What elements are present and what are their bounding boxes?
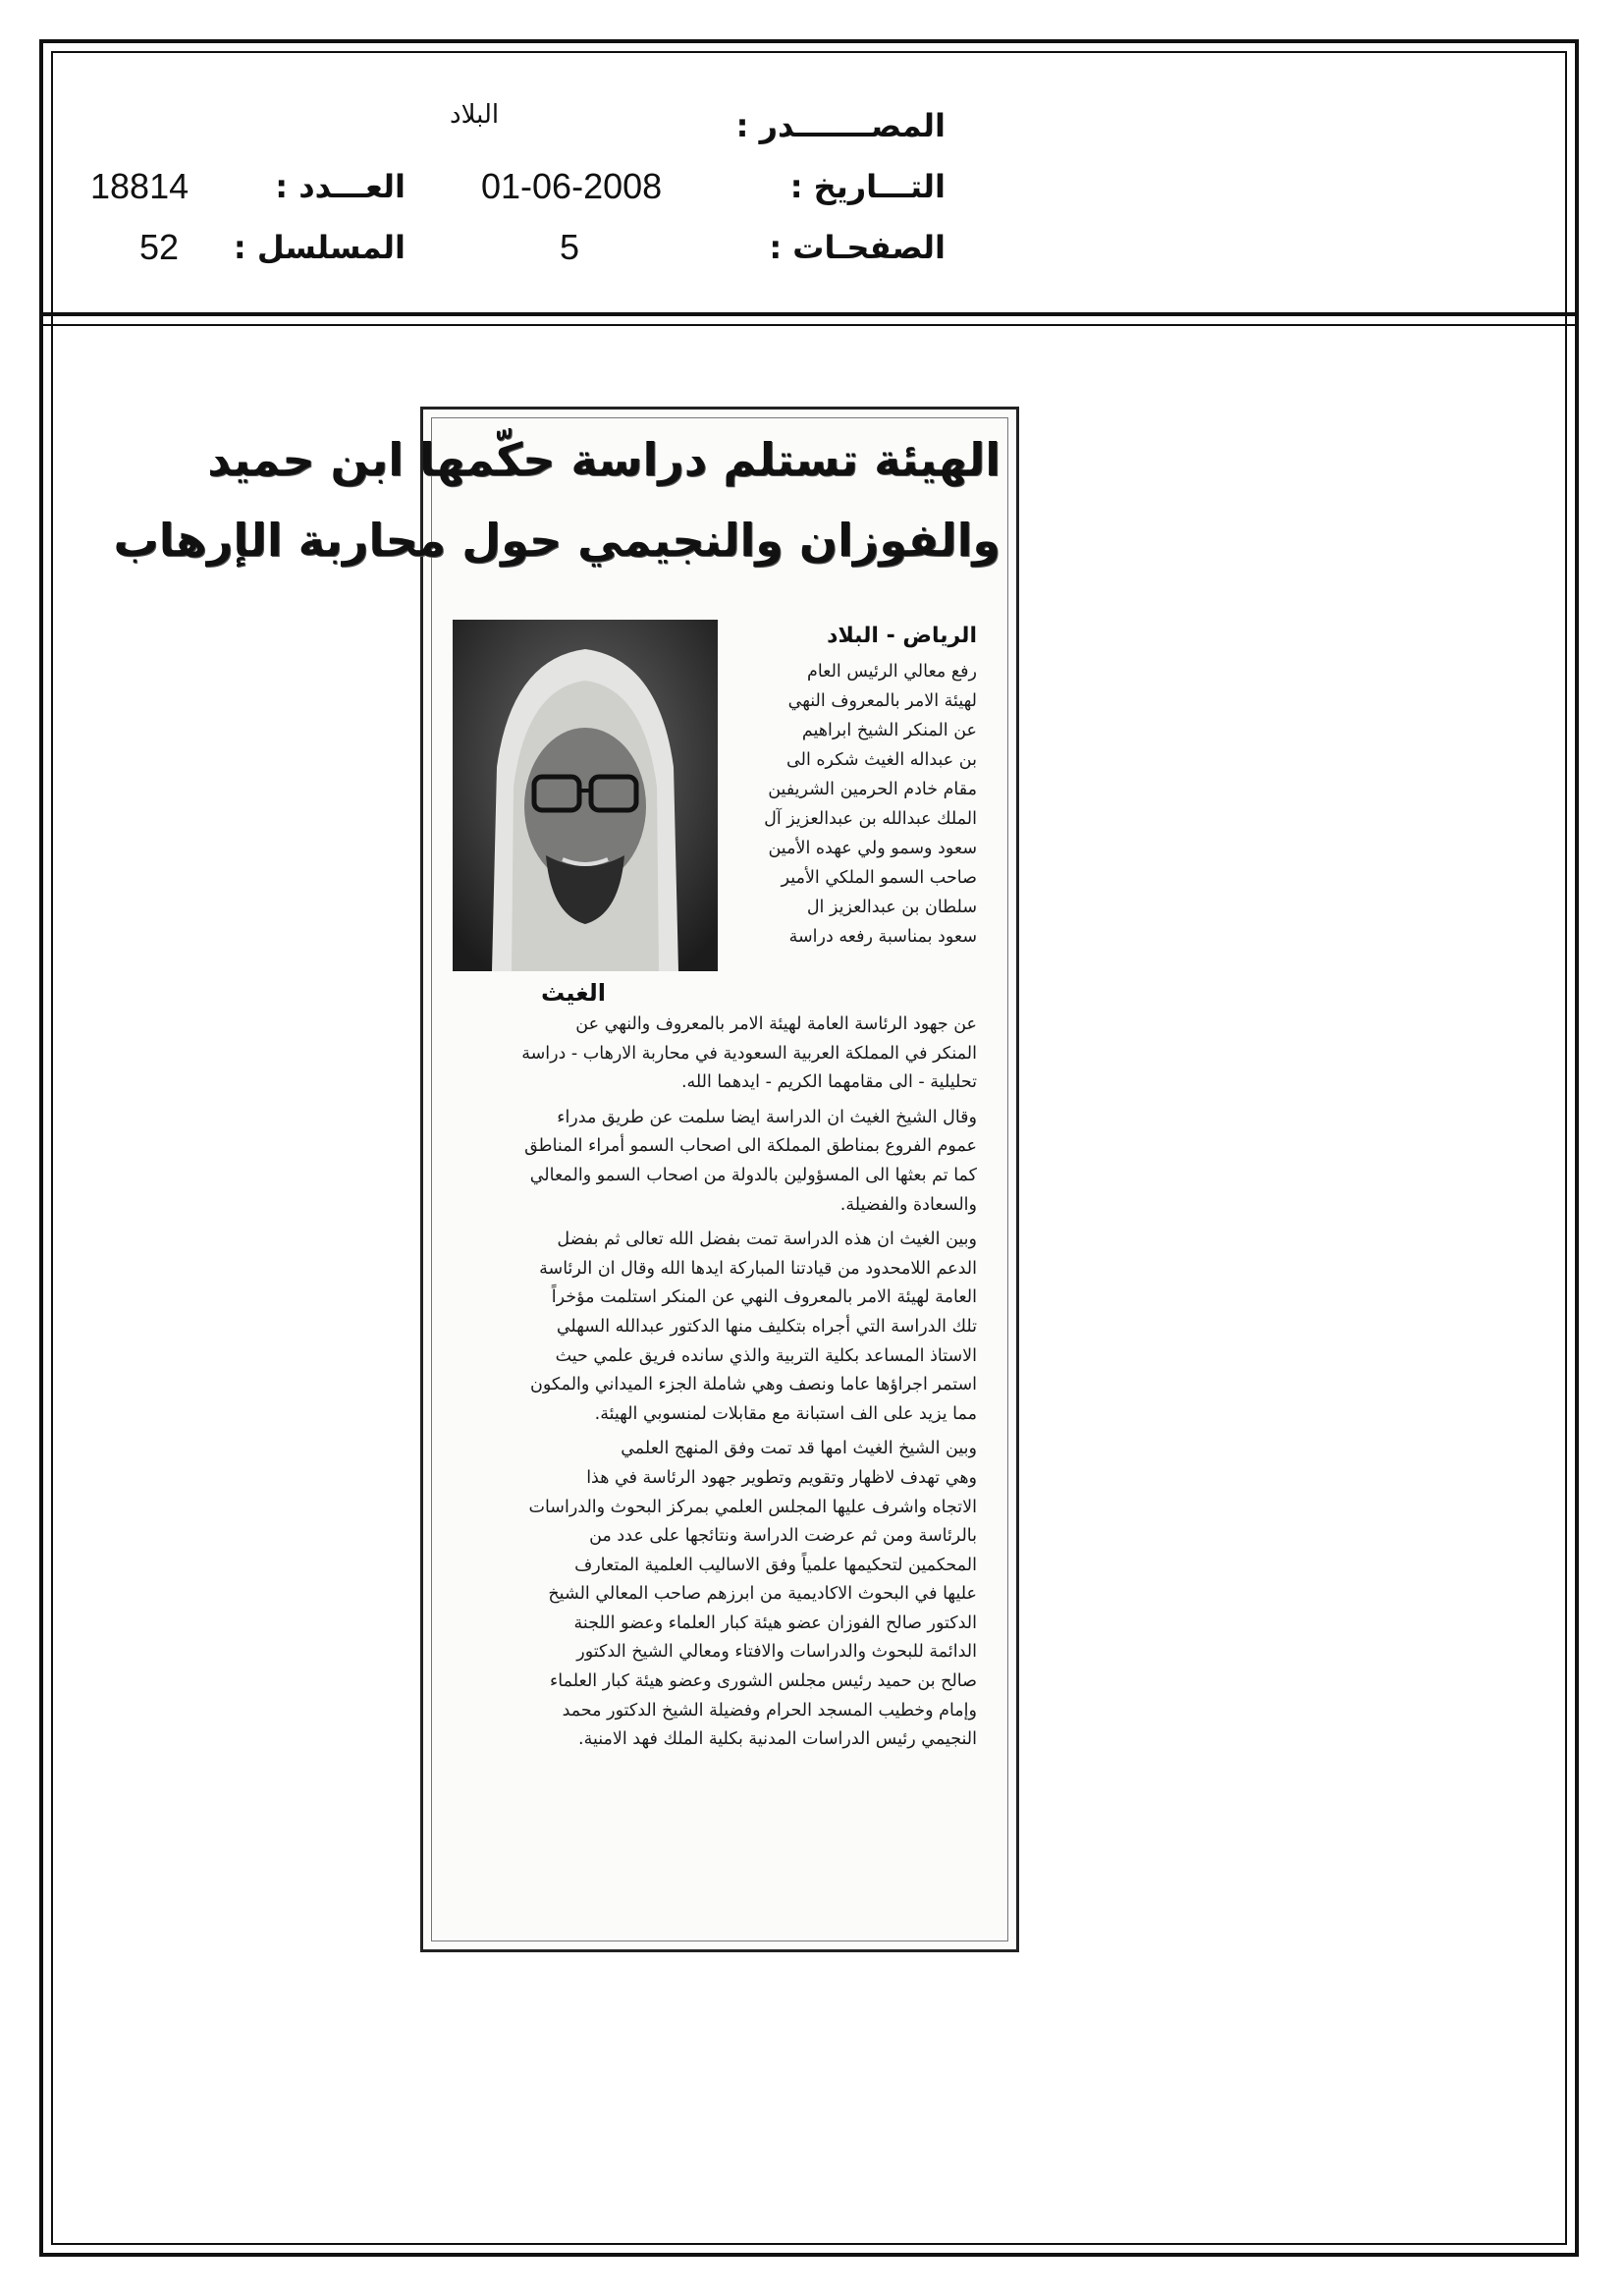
header-divider	[39, 312, 1579, 316]
text-line: وهي تهدف لاظهار وتقويم وتطوير جهود الرئاسة في هذا	[586, 1467, 977, 1488]
text-line: وقال الشيخ الغيث ان الدراسة ايضا سلمت عن طريق مدراء	[557, 1107, 977, 1127]
header-divider-thin	[39, 324, 1579, 326]
narrow-column	[727, 657, 977, 952]
text-line: عن المنكر الشيخ ابراهيم	[801, 721, 977, 740]
text-line: صالح بن حميد رئيس مجلس الشورى وعضو هيئة كبار العلماء	[550, 1671, 977, 1692]
pages-value: 5	[560, 227, 580, 267]
photo-caption: الغيث	[541, 979, 606, 1007]
text-line: وبين الغيث ان هذه الدراسة تمت بفضل الله تعالى ثم بفضل	[557, 1230, 977, 1250]
portrait-photo	[453, 620, 718, 971]
text-line: الملك عبدالله بن عبدالعزيز آل	[764, 809, 977, 829]
text-line: استمر اجراؤها عاما ونصف وهي شاملة الجزء الميداني والمكون	[530, 1375, 977, 1395]
text-line: الدكتور صالح الفوزان عضو هيئة كبار العلماء وعضو اللجنة	[573, 1613, 977, 1633]
text-line: لهيئة الامر بالمعروف النهي	[787, 691, 977, 711]
text-line: رفع معالي الرئيس العام	[806, 662, 977, 682]
headline-line-2: والفوزان والنجيمي حول محاربة الإرهاب	[113, 514, 1001, 567]
text-line: كما تم بعثها الى المسؤولين بالدولة من اصحاب السمو والمعالي	[529, 1165, 977, 1185]
text-line: الاتجاه واشرف عليها المجلس العلمي بمركز البحوث والدراسات	[528, 1497, 977, 1517]
text-line: وإمام وخطيب المسجد الحرام وفضيلة الشيخ الدكتور محمد	[562, 1700, 977, 1721]
text-line: الدعم اللامحدود من قيادتنا المباركة ايدها الله وقال ان الرئاسة	[539, 1258, 977, 1279]
headline-line-1: الهيئة تستلم دراسة حكّمها ابن حميد	[207, 433, 1001, 486]
source-value: البلاد	[450, 100, 500, 130]
text-line: النجيمي رئيس الدراسات المدنية بكلية الملك فهد الامنية.	[578, 1729, 977, 1750]
issue-label: العـــدد :	[275, 168, 406, 205]
text-line: عليها في البحوث الاكاديمية من ابرزهم صاحب المعالي الشيخ	[548, 1584, 977, 1605]
text-line: عن جهود الرئاسة العامة لهيئة الامر بالمعروف والنهي عن	[575, 1014, 977, 1034]
text-line: بالرئاسة ومن ثم عرضت الدراسة ونتائجها على عدد من	[589, 1526, 977, 1547]
date-value: 01-06-2008	[481, 166, 663, 206]
text-line: المنكر في المملكة العربية السعودية في محاربة الارهاب - دراسة	[521, 1043, 977, 1064]
newspaper-clipping	[113, 407, 1019, 1952]
text-line: صاحب السمو الملكي الأمير	[781, 868, 977, 888]
source-label: المصـــــــدر :	[735, 107, 946, 144]
wide-column	[447, 1011, 977, 1755]
text-line: سعود وسمو ولي عهده الأمين	[768, 839, 977, 858]
portrait-image	[453, 620, 718, 971]
text-line: الدائمة للبحوث والدراسات والافتاء ومعالي الشيخ الدكتور	[576, 1642, 977, 1663]
text-line: مقام خادم الحرمين الشريفين	[768, 780, 977, 799]
dateline: الرياض - البلاد	[827, 624, 977, 648]
date-label: التـــاريخ :	[789, 168, 946, 205]
issue-value: 18814	[90, 166, 189, 206]
serial-label: المسلسل :	[233, 229, 406, 266]
text-line: تلك الدراسة التي أجراه بتكليف منها الدكتور عبدالله السهلي	[556, 1316, 977, 1337]
serial-value: 52	[139, 227, 180, 267]
text-line: عموم الفروع بمناطق المملكة الى اصحاب السمو أمراء المناطق	[524, 1136, 977, 1157]
text-line: وبين الشيخ الغيث امها قد تمت وفق المنهج العلمي	[621, 1439, 977, 1459]
text-line: العامة لهيئة الامر بالمعروف النهي عن المنكر استلمت مؤخراً	[551, 1287, 977, 1308]
text-line: الاستاذ المساعد بكلية التربية والذي سانده فريق علمي حيث	[555, 1345, 977, 1366]
text-line: سلطان بن عبدالعزيز ال	[806, 898, 977, 917]
text-line: والسعادة والفضيلة.	[839, 1194, 977, 1215]
text-line: المحكمين لتحكيمها علمياً وفق الاساليب العلمية المتعارف	[574, 1555, 977, 1575]
text-line: سعود بمناسبة رفعه دراسة	[788, 927, 977, 947]
text-line: مما يزيد على الف استبانة مع مقابلات لمنسوبي الهيئة.	[594, 1403, 977, 1424]
text-line: تحليلية - الى مقامهما الكريم - ايدهما الله.	[680, 1072, 977, 1093]
pages-label: الصفحـات :	[769, 229, 946, 266]
text-line: بن عبداله الغيث شكره الى	[786, 750, 977, 770]
